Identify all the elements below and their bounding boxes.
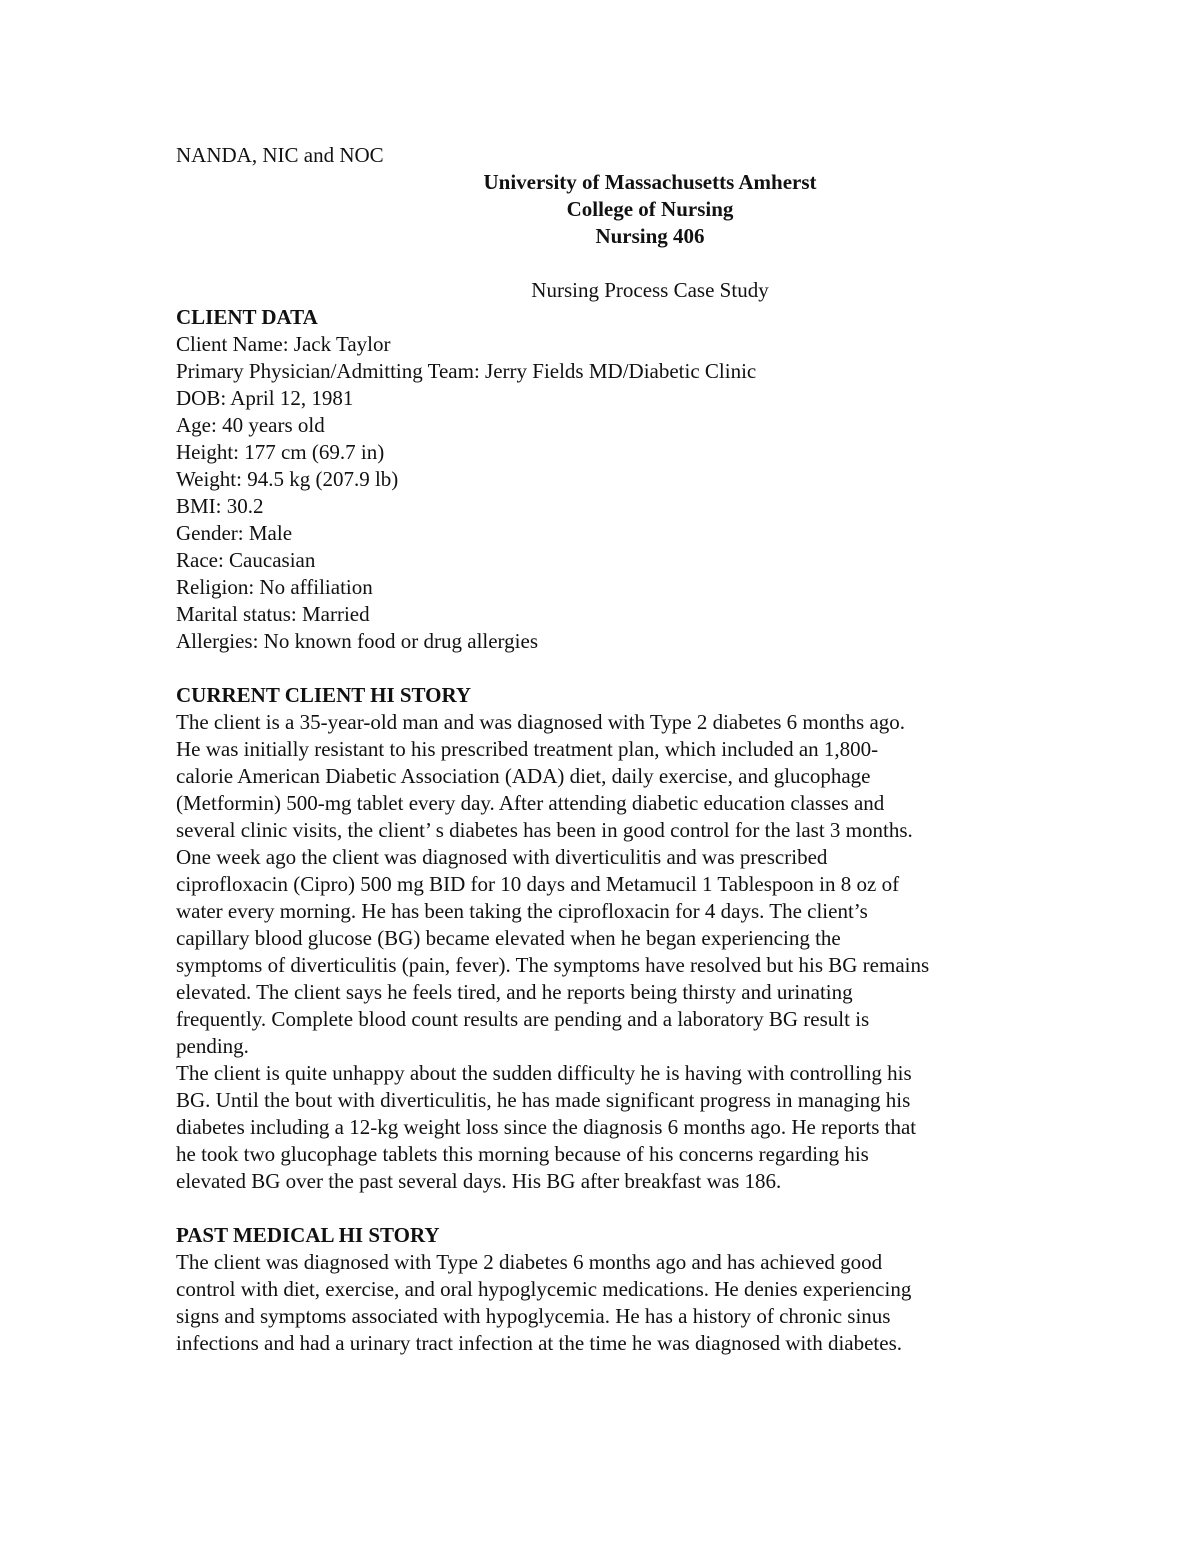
text-line: He was initially resistant to his prescribed treatment plan, which included an 1,800- (176, 737, 879, 761)
text-line: The client is quite unhappy about the sudden difficulty he is having with controlling his (176, 1061, 912, 1085)
text-line: BG. Until the bout with diverticulitis, he has made significant progress in managing his (176, 1088, 911, 1112)
doc-label: NANDA, NIC and NOC (176, 143, 384, 167)
text-line: he took two glucophage tablets this morning because of his concerns regarding his (176, 1142, 869, 1166)
text-line: infections and had a urinary tract infection at the time he was diagnosed with diabetes. (176, 1331, 903, 1355)
text-line: ciprofloxacin (Cipro) 500 mg BID for 10 days and Metamucil 1 Tablespoon in 8 oz of (176, 872, 900, 896)
text-line: calorie American Diabetic Association (ADA) diet, daily exercise, and glucophage (176, 764, 871, 788)
past-history-paragraph (176, 1249, 1036, 1357)
course-title: Nursing 406 (595, 224, 705, 248)
document-body (176, 142, 1036, 1357)
client-data-line: BMI: 30.2 (176, 494, 264, 518)
client-data-line: Race: Caucasian (176, 548, 316, 572)
spacer (176, 250, 1036, 277)
client-data-list (176, 331, 1036, 655)
text-line: elevated. The client says he feels tired, and he reports being thirsty and urinating (176, 980, 853, 1004)
text-line: several clinic visits, the client’ s diabetes has been in good control for the last 3 months. (176, 818, 913, 842)
client-data-line: Marital status: Married (176, 602, 370, 626)
client-data-line: Gender: Male (176, 521, 293, 545)
spacer (176, 655, 1036, 682)
text-line: diabetes including a 12-kg weight loss since the diagnosis 6 months ago. He reports that (176, 1115, 917, 1139)
client-data-line: Primary Physician/Admitting Team: Jerry Fields MD/Diabetic Clinic (176, 359, 757, 383)
text-line: control with diet, exercise, and oral hypoglycemic medications. He denies experiencing (176, 1277, 912, 1301)
client-data-line: Weight: 94.5 kg (207.9 lb) (176, 467, 399, 491)
client-data-heading: CLIENT DATA (176, 305, 318, 329)
client-data-line: Client Name: Jack Taylor (176, 332, 391, 356)
spacer (176, 1195, 1036, 1222)
text-line: elevated BG over the past several days. His BG after breakfast was 186. (176, 1169, 782, 1193)
client-data-line: Religion: No affiliation (176, 575, 373, 599)
client-data-line: Age: 40 years old (176, 413, 325, 437)
client-data-line: Allergies: No known food or drug allergies (176, 629, 538, 653)
text-line: frequently. Complete blood count results are pending and a laboratory BG result is (176, 1007, 870, 1031)
text-line: water every morning. He has been taking the ciprofloxacin for 4 days. The client’s (176, 899, 868, 923)
text-line: pending. (176, 1034, 249, 1058)
text-line: One week ago the client was diagnosed with diverticulitis and was prescribed (176, 845, 828, 869)
college-title: College of Nursing (566, 197, 734, 221)
text-line: symptoms of diverticulitis (pain, fever). The symptoms have resolved but his BG remains (176, 953, 930, 977)
text-line: signs and symptoms associated with hypoglycemia. He has a history of chronic sinus (176, 1304, 891, 1328)
case-study-subtitle: Nursing Process Case Study (531, 278, 769, 302)
client-data-line: DOB: April 12, 1981 (176, 386, 354, 410)
client-data-line: Height: 177 cm (69.7 in) (176, 440, 385, 464)
current-history-heading: CURRENT CLIENT HI STORY (176, 683, 472, 707)
past-history-heading: PAST MEDICAL HI STORY (176, 1223, 440, 1247)
text-line: The client was diagnosed with Type 2 diabetes 6 months ago and has achieved good (176, 1250, 883, 1274)
text-line: (Metformin) 500-mg tablet every day. After attending diabetic education classes and (176, 791, 885, 815)
current-history-paragraph (176, 709, 1036, 1195)
text-line: The client is a 35-year-old man and was diagnosed with Type 2 diabetes 6 months ago. (176, 710, 906, 734)
text-line: capillary blood glucose (BG) became elevated when he began experiencing the (176, 926, 841, 950)
university-title: University of Massachusetts Amherst (483, 170, 817, 194)
